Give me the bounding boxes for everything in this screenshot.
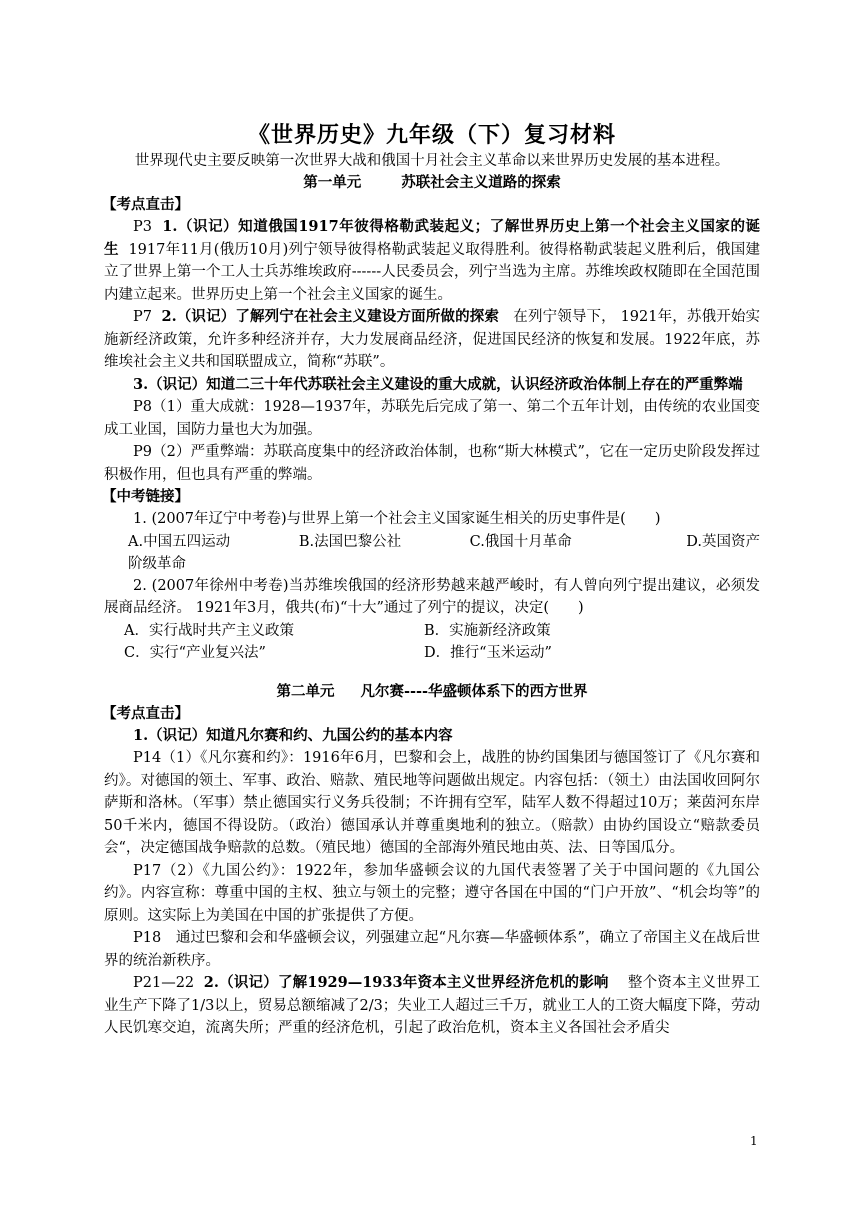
option-c: C.俄国十月革命: [469, 533, 572, 550]
unit2-versailles: P14（1）《凡尔赛和约》：1916年6月，巴黎和会上，战胜的协约国集团与德国签订了《凡尔赛和约》。对德国的领土、军事、政治、赔款、殖民地等问题做出规定。内容包括：（领土）由法国收回阿尔萨斯和洛林。（军事）禁止德国实行义务兵役制；不许拥有空军，陆军人数不得超过10万；莱茵河东岸50千米内，德国不得设防。（政治）德国承认并尊重奥地利的独立。（赔款）由协约国设立“赔款委员会“，决定德国战争赔款的总数。（殖民地）德国的全部海外殖民地由英、法、日等国瓜分。: [104, 750, 760, 856]
unit1-number: 第一单元: [303, 174, 362, 191]
unit1-point2-heading: 2.（识记）了解列宁在社会主义建设方面所做的探索: [161, 308, 500, 325]
unit2-kaodian-label: 【考点直击】: [102, 704, 189, 722]
unit1-name: 苏联社会主义道路的探索: [401, 174, 561, 191]
page-number: 1: [750, 1134, 758, 1148]
unit1-point2: [104, 306, 760, 374]
unit1-point1: [104, 216, 760, 306]
unit1-question2-options-row2: [104, 642, 760, 665]
option-b: B.法国巴黎公社: [298, 533, 402, 550]
unit1-kaodian-label: 【考点直击】: [102, 196, 189, 213]
document-title: 《世界历史》九年级（下）复习材料: [247, 122, 616, 148]
unit2-heading: [104, 681, 760, 703]
unit2-system: P18 通过巴黎和会和华盛顿会议，列强建立起“凡尔赛—华盛顿体系”，确立了帝国主义在战后世界的统治新秩序。: [104, 930, 760, 969]
option-a: A．实行战时共产主义政策: [124, 622, 294, 639]
unit1-point3-achievements: P8（1）重大成就：1928—1937年，苏联先后完成了第一、第二个五年计划，由传统的农业国变成工业国，国防力量也大为加强。: [104, 399, 760, 438]
unit1-zhongkao-label: 【中考链接】: [102, 488, 189, 505]
unit1-point1-ref: P3: [133, 219, 152, 235]
unit1-question1: 1. (2007年辽宁中考卷)与世界上第一个社会主义国家诞生相关的历史事件是( ): [133, 511, 661, 527]
option-b: B．实施新经济政策: [424, 622, 551, 639]
unit1-point2-text: 在列宁领导下， 1921年，苏俄开始实施新经济政策，允许多种经济并存，大力发展商品经济，促进国民经济的恢复和发展。1922年底，苏维埃社会主义共和国联盟成立，简称“苏联”。: [104, 309, 761, 370]
option-c: C．实行“产业复兴法”: [124, 645, 266, 661]
unit2-number: 第二单元: [276, 682, 335, 700]
unit1-heading: [104, 172, 760, 194]
unit1-point3-heading: 3.（识记）知道二三十年代苏联社会主义建设的重大成就，认识经济政治体制上存在的严重弊端: [133, 375, 743, 393]
option-d-continued: 阶级革命: [128, 555, 186, 572]
document-page: [104, 120, 760, 1040]
unit1-point1-heading: 1.（识记）知道俄国1917年彼得格勒武装起义；了解世界历史上第一个社会主义国家的诞生: [104, 218, 760, 258]
unit2-point1-heading: 1.（识记）知道凡尔赛和约、九国公约的基本内容: [133, 726, 453, 744]
unit2-point2: [104, 972, 760, 1040]
unit1-question2: 2. (2007年徐州中考卷)当苏维埃俄国的经济形势越来越严峻时，有人曾向列宁提出建议，必须发展商品经济。 1921年3月，俄共(布)“十大”通过了列宁的提议，决定( ): [104, 577, 760, 616]
document-subtitle: 世界现代史主要反映第一次世界大战和俄国十月社会主义革命以来世界历史发展的基本进程。: [134, 153, 730, 169]
option-d: D.英国资产: [686, 533, 760, 550]
unit1-point3: [104, 374, 760, 397]
unit1-question1-options: [104, 531, 760, 553]
unit2-name: 凡尔赛----华盛顿体系下的西方世界: [360, 682, 588, 700]
unit2-point2-text: 整个资本主义世界工业生产下降了1/3以上，贸易总额缩减了2/3；失业工人超过三千万，就业工人的工资大幅度下降，劳动人民饥寒交迫，流离失所；严重的经济危机，引起了政治危机，资本主义各国社会矛盾尖: [104, 975, 760, 1036]
unit1-question2-options-row1: [104, 620, 760, 643]
option-a: A.中国五四运动: [128, 533, 231, 550]
unit2-point1: [104, 725, 760, 748]
unit2-point2-heading: 2.（识记）了解1929—1933年资本主义世界经济危机的影响: [203, 974, 609, 991]
unit2-point2-ref: P21—22: [133, 975, 195, 991]
unit1-point3-drawbacks: P9（2）严重弊端：苏联高度集中的经济政治体制，也称“斯大林模式”，它在一定历史阶段发挥过积极作用，但也具有严重的弊端。: [104, 444, 760, 483]
option-d: D．推行“玉米运动”: [424, 645, 552, 661]
unit1-point2-ref: P7: [133, 309, 152, 325]
unit2-nine-power: P17（2）《九国公约》：1922年，参加华盛顿会议的九国代表签署了关于中国问题的《九国公约》。内容宣称：尊重中国的主权、独立与领土的完整；遵守各国在中国的“门户开放”、“机会均等”的原则。这实际上为美国在中国的扩张提供了方便。: [104, 862, 760, 924]
unit1-point1-text: 1917年11月(俄历10月)列宁领导彼得格勒武装起义取得胜利。彼得格勒武装起义胜利后，俄国建立了世界上第一个工人士兵苏维埃政府------人民委员会，列宁当选为主席。苏维埃政权随即在全国范围内建立起来。世界历史上第一个社会主义国家的诞生。: [104, 241, 760, 303]
